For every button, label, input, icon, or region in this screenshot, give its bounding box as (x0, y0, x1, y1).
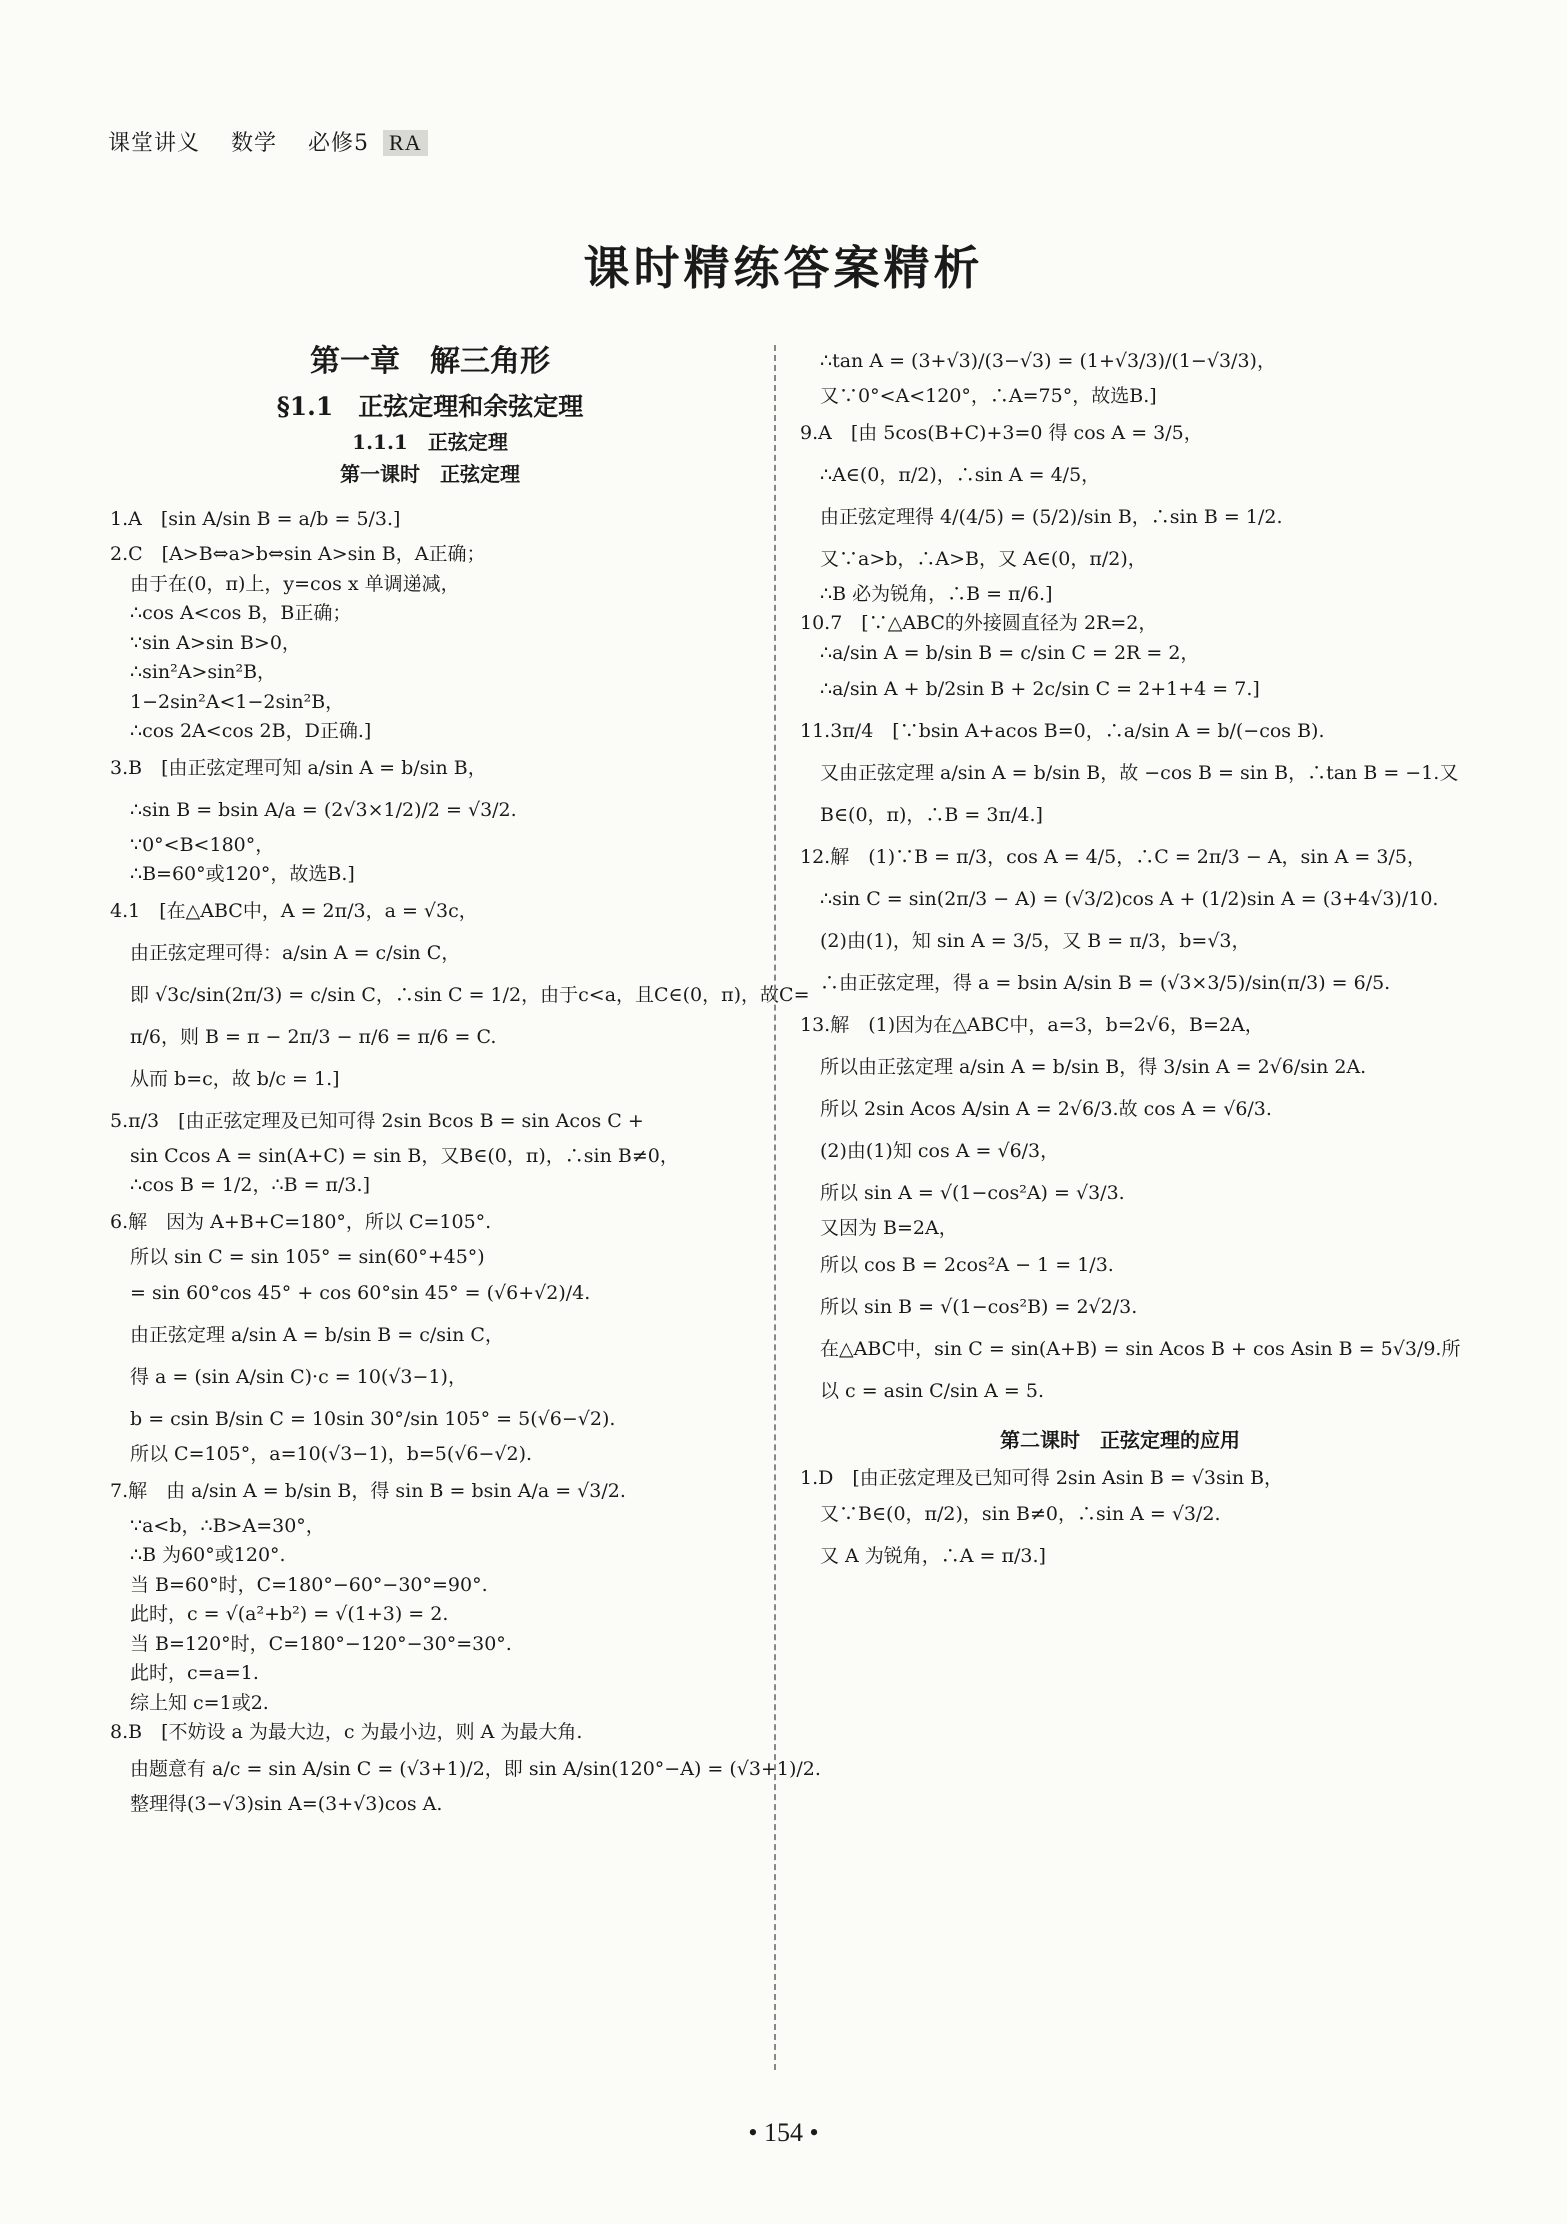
answer-line: B∈(0，π)，∴B = 3π/4.] (820, 804, 1043, 826)
answer-line: ∴sin²A>sin²B， (130, 661, 277, 683)
answer-line: 当 B=60°时，C=180°−60°−30°=90°. (130, 1573, 488, 1596)
lesson-heading: 第二课时 正弦定理的应用 (1000, 1427, 1240, 1452)
answer-line: 1−2sin²A<1−2sin²B， (130, 690, 345, 713)
answer-line: 7.解 由 a/sin A = b/sin B，得 sin B = bsin A/a = √3/2. (110, 1479, 626, 1502)
page-title: 课时精练答案精析 (583, 241, 984, 295)
answer-line: 13.解 (1)因为在△ABC中，a=3，b=2√6，B=2A， (800, 1014, 1264, 1036)
answer-line: ∵a<b，∴B>A=30°， (130, 1514, 325, 1537)
answer-line: 此时，c = √(a²+b²) = √(1+3) = 2. (130, 1603, 449, 1625)
answer-line: 由正弦定理 a/sin A = b/sin B = c/sin C， (130, 1324, 504, 1346)
answer-line: 2.C [A>B⇔a>b⇔sin A>sin B，A正确； (110, 543, 486, 565)
answer-line: ∵sin A>sin B>0， (130, 631, 301, 654)
answer-line: 又 A 为锐角，∴A = π/3.] (820, 1545, 1046, 1567)
answer-line: ∴cos A<cos B，B正确； (130, 602, 352, 624)
left-column (110, 340, 821, 1819)
answer-line: b = csin B/sin C = 10sin 30°/sin 105° = 5(√6−√2). (130, 1408, 616, 1430)
column-divider (774, 345, 776, 2070)
answer-line: 此时，c=a=1. (130, 1662, 259, 1684)
header-series: 课堂讲义 (108, 131, 201, 156)
answer-line: 从而 b=c，故 b/c = 1.] (130, 1067, 340, 1090)
answer-line: ∴B=60°或120°，故选B.] (130, 863, 355, 885)
answer-line: 所以 2sin Acos A/sin A = 2√6/3.故 cos A = √6/3. (820, 1098, 1272, 1120)
answer-line: 10.7 [∵△ABC的外接圆直径为 2R=2， (800, 612, 1158, 634)
answer-line: 6.解 因为 A+B+C=180°，所以 C=105°. (110, 1210, 492, 1233)
answer-line: 4.1 [在△ABC中，A = 2π/3，a = √3c， (110, 899, 478, 922)
answer-line: 又因为 B=2A， (820, 1217, 958, 1239)
answer-line: 由正弦定理可得：a/sin A = c/sin C， (130, 941, 461, 964)
answer-line: 9.A [由 5cos(B+C)+3=0 得 cos A = 3/5， (800, 421, 1203, 444)
header-subject: 数学 (231, 131, 278, 156)
answer-line: (2)由(1)，知 sin A = 3/5，又 B = π/3，b=√3， (820, 930, 1251, 952)
answer-line: 即 √3c/sin(2π/3) = c/sin C，∴sin C = 1/2，由于c<a，且C∈(0，π)，故C= (130, 983, 810, 1006)
page-number: • 154 • (748, 2118, 819, 2147)
header-volume: 必修5 (308, 131, 370, 156)
answer-line: ∴A∈(0，π/2)，∴sin A = 4/5， (820, 463, 1101, 486)
answer-line: 11.3π/4 [∵bsin A+acos B=0，∴a/sin A = b/(−cos B). (800, 720, 1325, 742)
chapter-heading: 第一章 解三角形 (310, 344, 550, 379)
answer-line: 由于在(0，π)上，y=cos x 单调递减， (130, 572, 460, 595)
answer-line: 5.π/3 [由正弦定理及已知可得 2sin Bcos B = sin Acos C + (110, 1109, 644, 1132)
answer-line: ∴cos 2A<cos 2B，D正确.] (130, 720, 372, 742)
answer-line: 又∵0°<A<120°，∴A=75°，故选B.] (820, 385, 1157, 407)
answer-line: 在△ABC中，sin C = sin(A+B) = sin Acos B + cos Asin B = 5√3/9.所 (820, 1337, 1461, 1360)
section-heading: §1.1 正弦定理和余弦定理 (276, 392, 584, 421)
answer-line: ∴sin C = sin(2π/3 − A) = (√3/2)cos A + (1/2)sin A = (3+4√3)/10. (820, 888, 1439, 910)
answer-line: 得 a = (sin A/sin C)·c = 10(√3−1)， (130, 1366, 467, 1388)
answer-line: 所以 C=105°，a=10(√3−1)，b=5(√6−√2). (130, 1443, 533, 1465)
answer-line: 又∵B∈(0，π/2)，sin B≠0，∴sin A = √3/2. (820, 1503, 1221, 1525)
answer-line: 1.D [由正弦定理及已知可得 2sin Asin B = √3sin B， (800, 1466, 1284, 1489)
answer-line: 整理得(3−√3)sin A=(3+√3)cos A. (130, 1792, 443, 1815)
answer-line: 又由正弦定理 a/sin A = b/sin B，故 −cos B = sin B，∴tan B = −1.又 (820, 762, 1459, 784)
answer-line: 1.A [sin A/sin B = a/b = 5/3.] (110, 508, 401, 530)
answer-line: ∴sin B = bsin A/a = (2√3×1/2)/2 = √3/2. (130, 798, 517, 821)
answer-line: 所以由正弦定理 a/sin A = b/sin B，得 3/sin A = 2√6/sin 2A. (820, 1056, 1367, 1078)
answer-line: sin Ccos A = sin(A+C) = sin B，又B∈(0，π)，∴sin B≠0， (130, 1144, 679, 1167)
answer-line: ∴B 必为锐角，∴B = π/6.] (820, 582, 1053, 605)
answer-line: 8.B [不妨设 a 为最大边，c 为最小边，则 A 为最大角. (110, 1721, 583, 1743)
answer-line: ∴a/sin A = b/sin B = c/sin C = 2R = 2， (820, 641, 1200, 664)
answer-line: π/6，则 B = π − 2π/3 − π/6 = π/6 = C. (130, 1025, 497, 1048)
answer-line: 以 c = asin C/sin A = 5. (820, 1379, 1045, 1402)
answer-line: (2)由(1)知 cos A = √6/3， (820, 1140, 1060, 1162)
answer-line: ∴cos B = 1/2，∴B = π/3.] (130, 1174, 370, 1196)
answer-line: ∴tan A = (3+√3)/(3−√3) = (1+√3/3)/(1−√3/3)， (820, 350, 1276, 372)
answer-line: 由正弦定理得 4/(4/5) = (5/2)/sin B，∴sin B = 1/2. (820, 505, 1283, 528)
right-column (800, 340, 1461, 1577)
sub-heading: 1.1.1 正弦定理 (352, 430, 508, 454)
answer-line: 由题意有 a/c = sin A/sin C = (√3+1)/2，即 sin A/sin(120°−A) = (√3+1)/2. (130, 1757, 821, 1780)
answer-line: 3.B [由正弦定理可知 a/sin A = b/sin B， (110, 756, 487, 779)
answer-line: 综上知 c=1或2. (130, 1691, 269, 1714)
lesson-heading: 第一课时 正弦定理 (340, 462, 520, 486)
answer-line: 12.解 (1)∵B = π/3，cos A = 4/5，∴C = 2π/3 − A，sin A = 3/5， (800, 846, 1426, 868)
answer-line: 所以 cos B = 2cos²A − 1 = 1/3. (820, 1253, 1114, 1276)
header-edition-badge: RA (383, 130, 428, 156)
answer-line: 又∵a>b，∴A>B，又 A∈(0，π/2)， (820, 547, 1147, 570)
answer-line: 所以 sin C = sin 105° = sin(60°+45°) (130, 1245, 485, 1268)
answer-line: 所以 sin A = √(1−cos²A) = √3/3. (820, 1182, 1125, 1204)
answer-line: 当 B=120°时，C=180°−120°−30°=30°. (130, 1632, 512, 1655)
answer-line: ∴由正弦定理，得 a = bsin A/sin B = (√3×3/5)/sin(π/3) = 6/5. (820, 972, 1391, 994)
answer-line: 所以 sin B = √(1−cos²B) = 2√2/3. (820, 1295, 1138, 1318)
answer-line: ∴B 为60°或120°. (130, 1544, 286, 1566)
running-header (108, 126, 428, 157)
answer-line: = sin 60°cos 45° + cos 60°sin 45° = (√6+√2)/4. (130, 1282, 591, 1304)
answer-line: ∵0°<B<180°， (130, 833, 275, 856)
answer-line: ∴a/sin A + b/2sin B + 2c/sin C = 2+1+4 = 7.] (820, 678, 1260, 700)
